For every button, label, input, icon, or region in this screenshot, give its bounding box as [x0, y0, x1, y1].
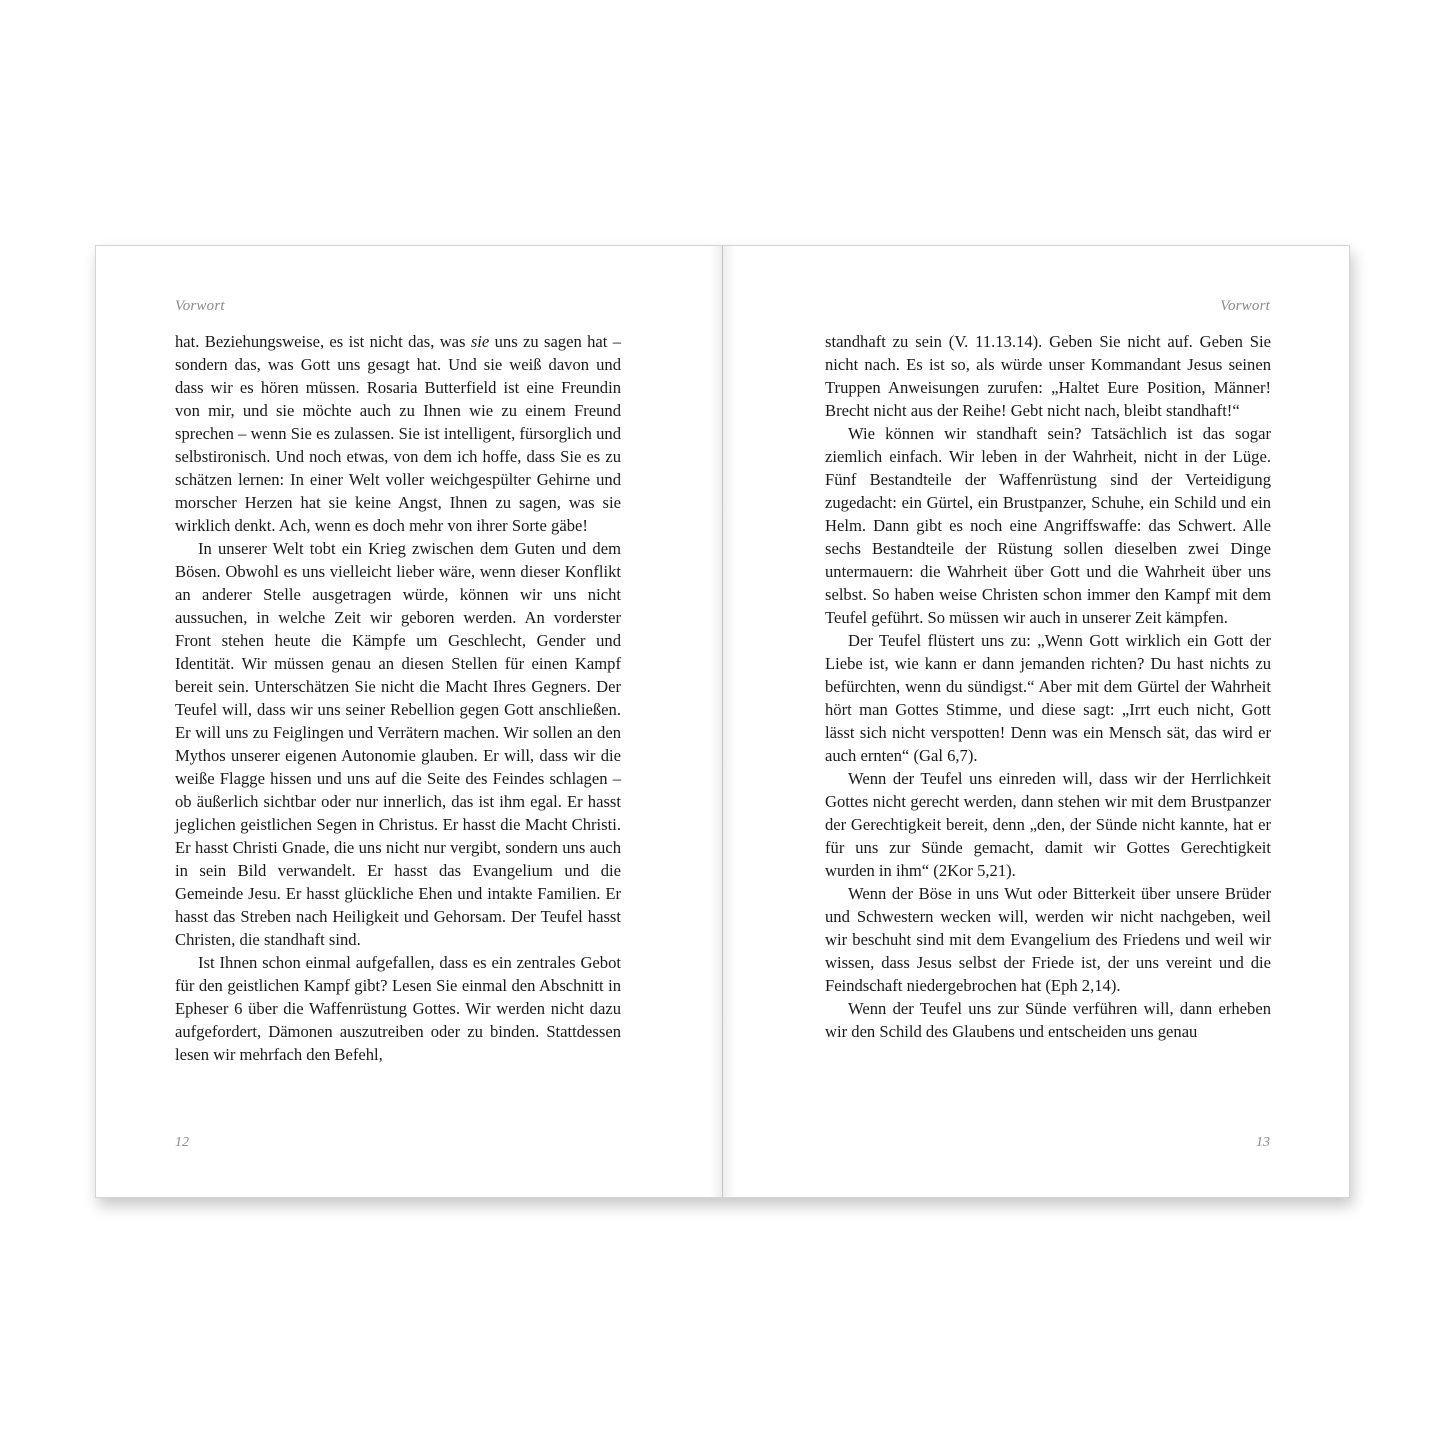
paragraph: Wenn der Teufel uns zur Sünde verführen will, dann erheben wir den Schild des Glaubens und entscheiden uns genau	[825, 999, 1271, 1041]
paragraph: Wenn der Böse in uns Wut oder Bitterkeit über unsere Brüder und Schwestern wecken will, werden wir nicht nachgeben, weil wir beschuht sind mit dem Evangelium des Friedens und weil wir wissen, dass Jesus selbst der Friede ist, der uns vereint und die Feindschaft niedergebrochen hat (Eph 2,14).	[825, 884, 1271, 995]
body-text	[825, 330, 1271, 1043]
paragraph: standhaft zu sein (V. 11.13.14). Geben Sie nicht auf. Geben Sie nicht nach. Es ist so, als würde unser Kommandant Jesus seinen Truppen Anweisungen zurufen: „Haltet Eure Position, Männer! Brecht nicht aus der Reihe! Gebt nicht nach, bleibt standhaft!“	[825, 332, 1271, 420]
right-page	[722, 245, 1350, 1198]
page-number: 13	[1256, 1135, 1270, 1150]
paragraph	[175, 330, 621, 537]
page-number: 12	[175, 1135, 189, 1150]
text-run: uns zu sagen hat – sondern das, was Gott uns gesagt hat. Und sie weiß davon und dass wir es hören müssen. Rosaria Butterfield ist eine Freundin von mir, und sie möchte auch zu Ihnen wie zu einem Freund sprechen – wenn Sie es zulassen. Sie ist intelligent, fürsorglich und selbstironisch. Und noch etwas, von dem ich hoffe, dass Sie es zu schätzen lernen: In einer Welt voller weichgespülter Gehirne und morscher Herzen hat sie keine Angst, Ihnen zu sagen, was sie wirklich denkt. Ach, wenn es doch mehr von ihrer Sorte gäbe!	[175, 332, 621, 535]
paragraph: Wie können wir standhaft sein? Tatsächlich ist das sogar ziemlich einfach. Wir leben in der Wahrheit, nicht in der Lüge. Fünf Bestandteile der Waffenrüstung sind der Verteidigung zugedacht: ein Gürtel, ein Brustpanzer, Schuhe, ein Schild und ein Helm. Dann gibt es noch eine Angriffswaffe: das Schwert. Alle sechs Bestandteile der Rüstung sollen dieselben zwei Dinge untermauern: die Wahrheit über Gott und die Wahrheit über uns selbst. So haben weise Christen schon immer den Kampf mit dem Teufel geführt. So müssen wir auch in unserer Zeit kämpfen.	[825, 424, 1271, 627]
book-spread	[95, 245, 1350, 1198]
running-head: Vorwort	[175, 298, 225, 314]
left-page	[95, 245, 722, 1198]
paragraph: Ist Ihnen schon einmal aufgefallen, dass es ein zentrales Gebot für den geistlichen Kampf gibt? Lesen Sie einmal den Abschnitt in Epheser 6 über die Waffenrüstung Gottes. Wir werden nicht dazu aufgefordert, Dämonen auszutreiben oder zu binden. Stattdessen lesen wir mehrfach den Befehl,	[175, 953, 621, 1064]
text-run: hat. Beziehungsweise, es ist nicht das, was	[175, 332, 471, 351]
body-text	[175, 330, 621, 1066]
paragraph: Der Teufel flüstert uns zu: „Wenn Gott wirklich ein Gott der Liebe ist, wie kann er dann jemanden richten? Du hast nichts zu befürchten, wenn du sündigst.“ Aber mit dem Gürtel der Wahrheit hört man Gottes Stimme, und diese sagt: „Irrt euch nicht, Gott lässt sich nicht verspotten! Denn was ein Mensch sät, das wird er auch ernten“ (Gal 6,7).	[825, 631, 1271, 765]
gutter-shadow	[723, 246, 735, 1197]
paragraph: Wenn der Teufel uns einreden will, dass wir der Herrlichkeit Gottes nicht gerecht werden, dann stehen wir mit dem Brustpanzer der Gerechtigkeit bereit, denn „den, der Sünde nicht kannte, hat er für uns zur Sünde gemacht, damit wir Gottes Gerechtigkeit wurden in ihm“ (2Kor 5,21).	[825, 769, 1271, 880]
running-head: Vorwort	[1220, 298, 1270, 314]
gutter-shadow	[710, 246, 722, 1197]
emphasis: sie	[470, 332, 490, 351]
paragraph: In unserer Welt tobt ein Krieg zwischen dem Guten und dem Bösen. Obwohl es uns vielleicht lieber wäre, wenn dieser Konflikt an anderer Stelle ausgetragen würde, können wir uns nicht aussuchen, in welche Zeit wir geboren werden. An vorderster Front stehen heute die Kämpfe um Geschlecht, Gender und Identität. Wir müssen genau an diesen Stellen für einen Kampf bereit sein. Unterschätzen Sie nicht die Macht Ihres Gegners. Der Teufel will, dass wir uns seiner Rebellion gegen Gott anschließen. Er will uns zu Feiglingen und Verrätern machen. Wir sollen an den Mythos unserer eigenen Autonomie glauben. Er will, dass wir die weiße Flagge hissen und uns auf die Seite des Feindes schlagen – ob äußerlich sichtbar oder nur innerlich, das ist ihm egal. Er hasst jeglichen geistlichen Segen in Christus. Er hasst die Macht Christi. Er hasst Christi Gnade, die uns nicht nur vergibt, sondern uns auch in sein Bild verwandelt. Er hasst das Evangelium und die Gemeinde Jesu. Er hasst glückliche Ehen und intakte Familien. Er hasst das Streben nach Heiligkeit und Gehorsam. Der Teufel hasst Christen, die standhaft sind.	[175, 539, 621, 949]
